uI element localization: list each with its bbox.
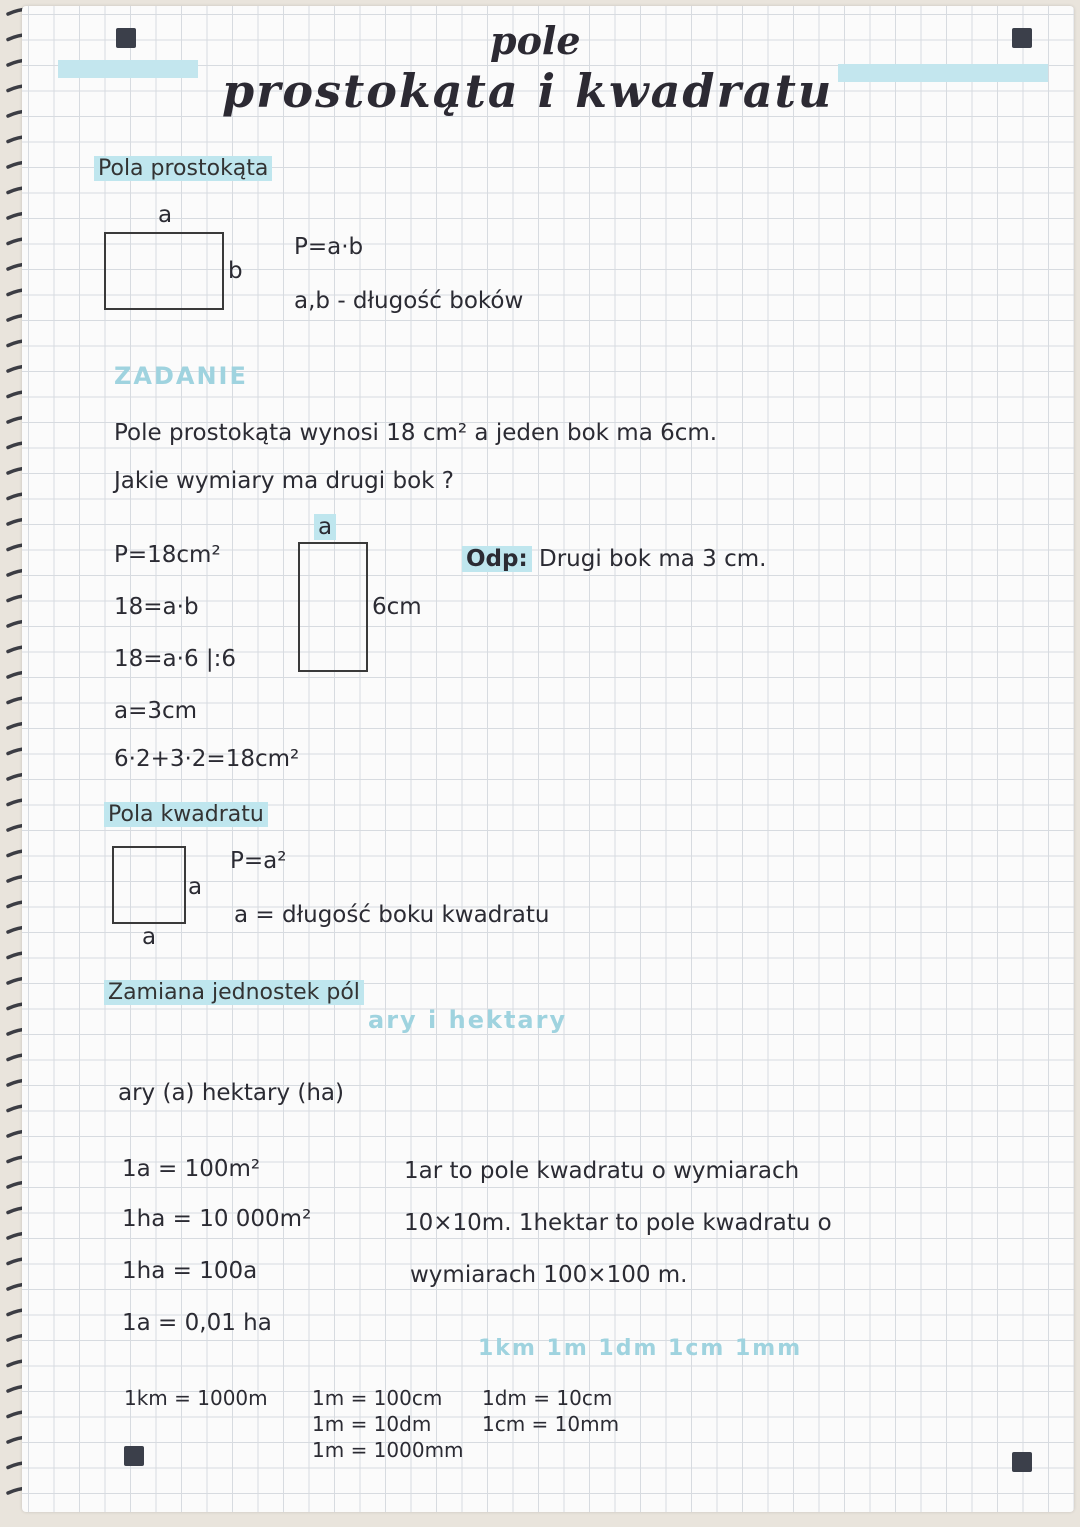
- task-step-3: 18=a·6 |:6: [114, 646, 237, 672]
- task-figure-top-label: a: [314, 514, 336, 540]
- square-side-right: a: [188, 874, 203, 900]
- length-m-mm: 1m = 1000mm: [312, 1438, 464, 1462]
- task-rectangle-figure: [298, 542, 368, 672]
- length-m-cm: 1m = 100cm: [312, 1386, 443, 1410]
- explanation-line1: 1ar to pole kwadratu o wymiarach: [404, 1158, 800, 1184]
- rectangle-figure: [104, 232, 224, 310]
- units-faded-heading: ary i hektary: [368, 1006, 568, 1034]
- length-dm-cm: 1dm = 10cm: [482, 1386, 613, 1410]
- conversion-1: 1a = 100m²: [122, 1156, 261, 1182]
- conversion-2: 1ha = 10 000m²: [122, 1206, 312, 1232]
- task-line2: Jakie wymiary ma drugi bok ?: [114, 468, 454, 494]
- rectangle-formula: P=a·b: [294, 234, 364, 260]
- task-step-5: 6·2+3·2=18cm²: [114, 746, 300, 772]
- square-formula: P=a²: [230, 848, 287, 874]
- units-faded-list: 1km 1m 1dm 1cm 1mm: [478, 1336, 803, 1361]
- length-m-dm: 1m = 10dm: [312, 1412, 432, 1436]
- corner-marker-icon: [124, 1446, 144, 1466]
- title-highlight-right: [838, 64, 1048, 82]
- length-km: 1km = 1000m: [124, 1386, 268, 1410]
- rectangle-side-b: b: [228, 258, 243, 284]
- square-side-bottom: a: [142, 924, 157, 950]
- conversion-3: 1ha = 100a: [122, 1258, 258, 1284]
- corner-marker-icon: [1012, 1452, 1032, 1472]
- task-figure-side-label: 6cm: [372, 594, 422, 620]
- square-description: a = długość boku kwadratu: [234, 902, 550, 928]
- task-line1: Pole prostokąta wynosi 18 cm² a jeden bok ma 6cm.: [114, 420, 718, 446]
- section-heading-rectangle: Pola prostokąta: [94, 156, 272, 181]
- rectangle-side-a: a: [158, 202, 173, 228]
- page-title-line2: prostokąta i kwadratu: [222, 64, 834, 118]
- section-heading-square: Pola kwadratu: [104, 802, 268, 827]
- explanation-line2: 10×10m. 1hektar to pole kwadratu o: [404, 1210, 832, 1236]
- task-answer: Odp: Drugi bok ma 3 cm.: [462, 546, 766, 572]
- title-highlight-left: [58, 60, 198, 78]
- section-heading-units: Zamiana jednostek pól: [104, 980, 364, 1005]
- task-label: ZADANIE: [114, 362, 248, 390]
- units-subheading: ary (a) hektary (ha): [118, 1080, 344, 1106]
- task-step-2: 18=a·b: [114, 594, 199, 620]
- task-step-1: P=18cm²: [114, 542, 221, 568]
- page-title-line1: pole: [490, 18, 581, 63]
- conversion-4: 1a = 0,01 ha: [122, 1310, 272, 1336]
- explanation-line3: wymiarach 100×100 m.: [410, 1262, 688, 1288]
- rectangle-description: a,b - długość boków: [294, 288, 524, 314]
- task-step-4: a=3cm: [114, 698, 198, 724]
- length-cm-mm: 1cm = 10mm: [482, 1412, 620, 1436]
- corner-marker-icon: [1012, 28, 1032, 48]
- notebook-page: [22, 6, 1074, 1512]
- square-figure: [112, 846, 186, 924]
- corner-marker-icon: [116, 28, 136, 48]
